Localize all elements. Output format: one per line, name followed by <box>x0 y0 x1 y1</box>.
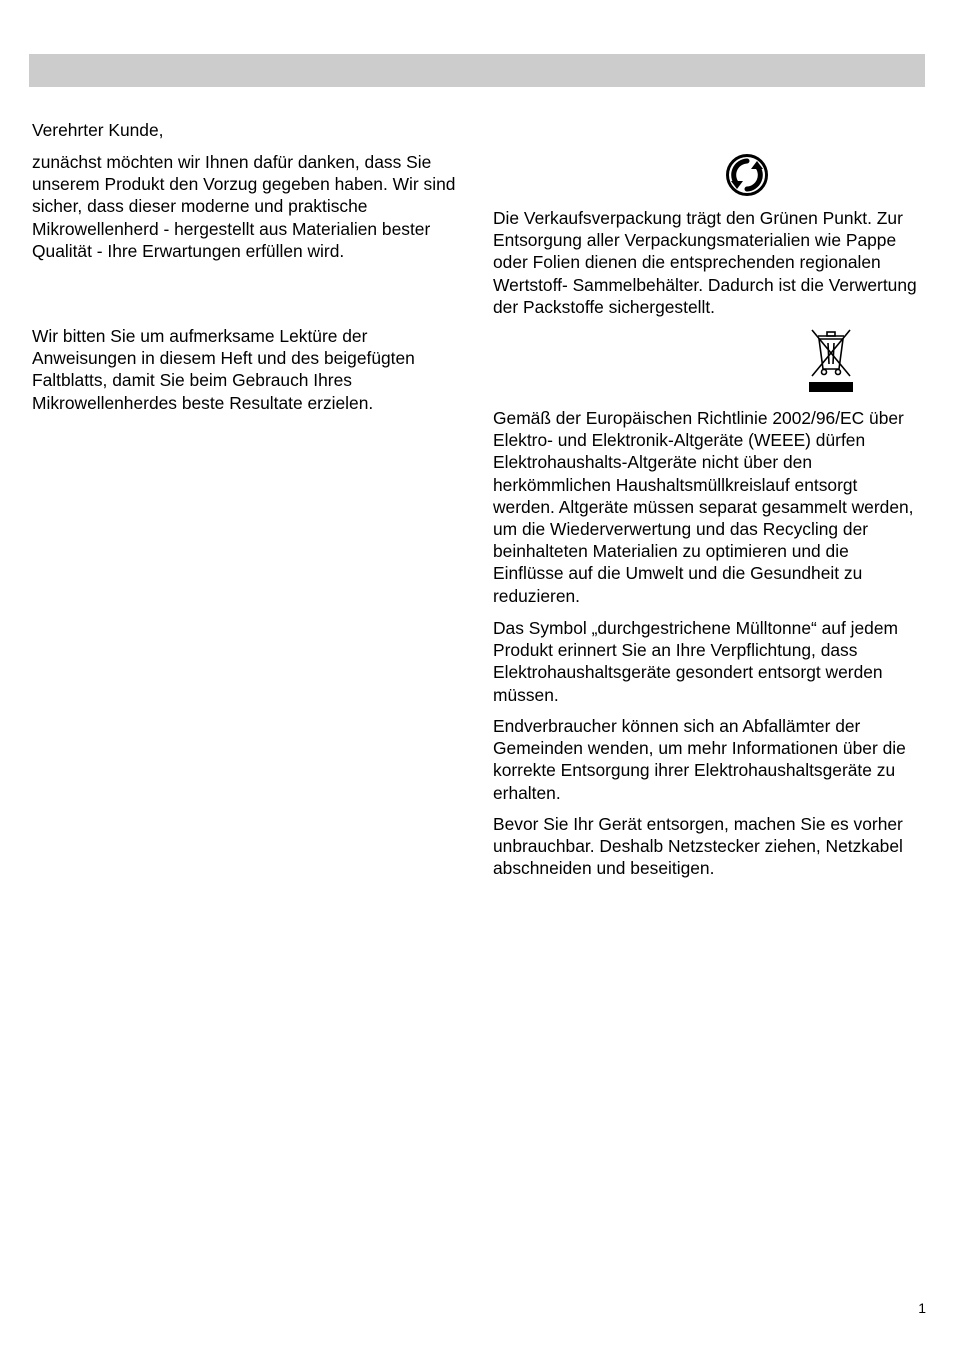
weee-directive-paragraph: Gemäß der Europäischen Richtlinie 2002/96/EC über Elektro- und Elektronik-Altgeräte (WEEE) dürfen Elektrohaushalts-Altgeräte nicht über den herkömmlichen Haushaltsmüllkreislauf entsorgt werden. Altgeräte müssen separat gesammelt werden, um die Wiederverwertung und das Recycling der beinhalteten Materialien zu optimieren und die Einflüsse auf die Umwelt und die Gesundheit zu reduzieren. <box>493 408 914 606</box>
instructions-paragraph: Wir bitten Sie um aufmerksame Lektüre der Anweisungen in diesem Heft und des beigefügten Faltblatts, damit Sie beim Gebrauch Ihres Mikrowellenherdes beste Resultate erzielen. <box>32 326 415 413</box>
header-bar <box>29 54 925 87</box>
salutation: Verehrter Kunde, <box>32 120 164 140</box>
crossed-out-wheelie-bin-icon <box>808 326 854 394</box>
consumer-info-paragraph: Endverbraucher können sich an Abfallämter der Gemeinden wenden, um mehr Informationen über die korrekte Entsorgung ihrer Elektrohaushaltsgeräte zu erhalten. <box>493 716 906 803</box>
green-dot-icon <box>726 154 768 196</box>
intro-paragraph: zunächst möchten wir Ihnen dafür danken, dass Sie unserem Produkt den Vorzug gegeben haben. Wir sind sicher, dass dieser moderne und praktische Mikrowellenherd - hergestellt aus Materialien bester Qualität - Ihre Erwartungen erfüllen wird. <box>32 152 456 261</box>
bin-symbol-paragraph: Das Symbol „durchgestrichene Mülltonne“ auf jedem Produkt erinnert Sie an Ihre Verpflichtung, dass Elektrohaushaltsgeräte gesondert entsorgt werden müssen. <box>493 618 899 705</box>
page-number: 1 <box>918 1300 926 1316</box>
green-dot-paragraph: Die Verkaufsverpackung trägt den Grünen Punkt. Zur Entsorgung aller Verpackungsmaterialien wie Pappe oder Folien dienen die entsprechenden regionalen Wertstoff- Sammelbehälter. Dadurch ist die Verwertung der Packstoffe sichergestellt. <box>493 208 917 317</box>
disposal-paragraph: Bevor Sie Ihr Gerät entsorgen, machen Sie es vorher unbrauchbar. Deshalb Netzstecker ziehen, Netzkabel abschneiden und beseitigen. <box>493 814 903 879</box>
